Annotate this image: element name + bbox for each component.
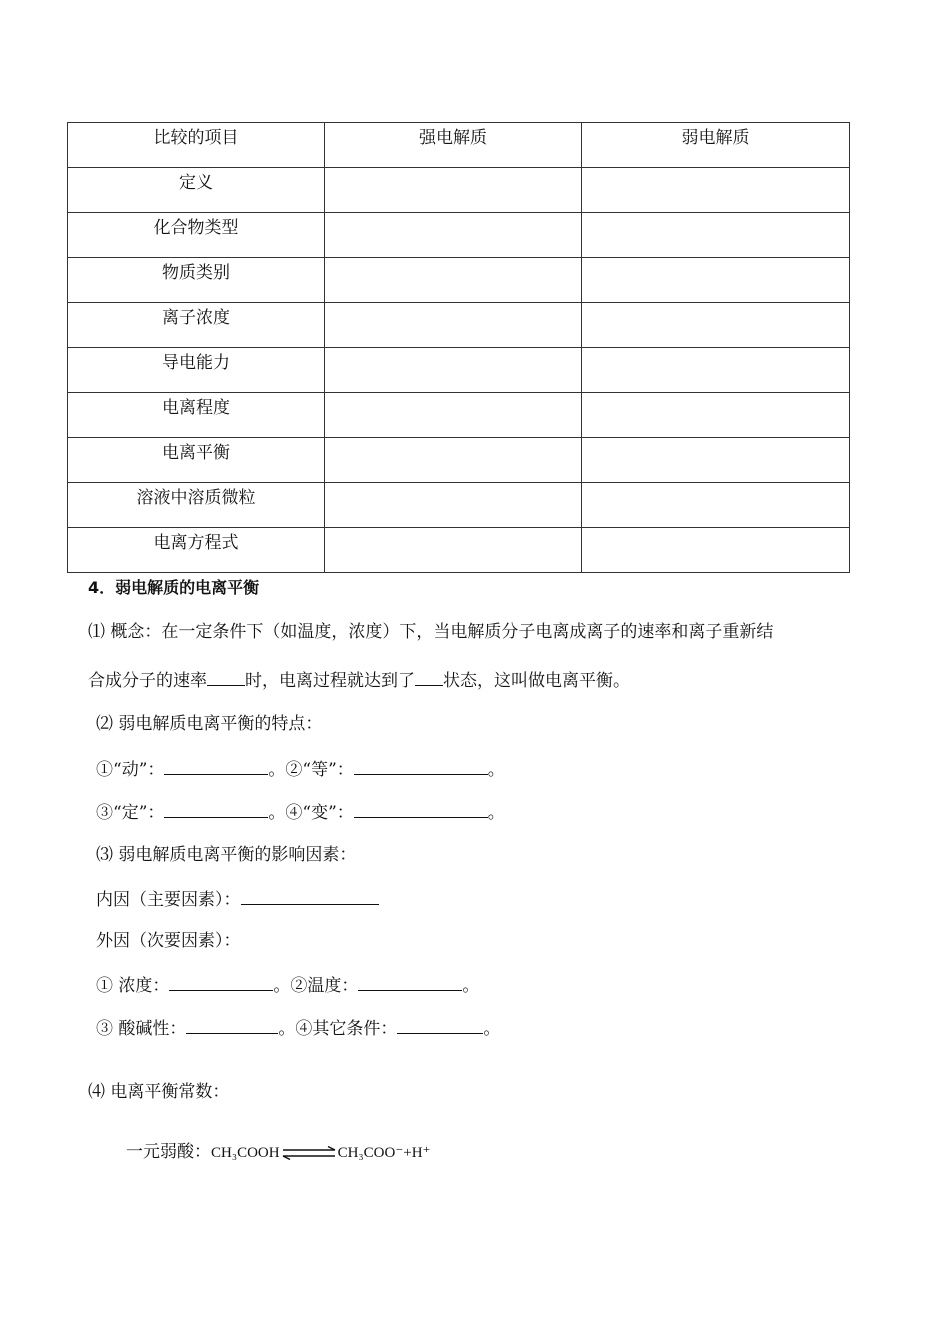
blank-ding[interactable] (164, 799, 268, 818)
strong-cell[interactable] (325, 483, 582, 528)
acidity-label: ③ 酸碱性： (96, 1019, 187, 1039)
reactant-formula: CH₃COOH (211, 1145, 280, 1161)
header-weak: 弱电解质 (582, 123, 850, 168)
blank-rate-equal[interactable] (207, 667, 245, 686)
strong-cell[interactable] (325, 213, 582, 258)
concept-text-c: 状态，这叫做电离平衡。 (443, 671, 630, 691)
weak-cell[interactable] (582, 393, 850, 438)
internal-factor-label: 内因（主要因素）： (96, 890, 241, 910)
weak-acid-equation (126, 1140, 430, 1165)
period: 。 (487, 760, 505, 780)
row-label: 电离方程式 (68, 528, 325, 573)
header-strong: 强电解质 (325, 123, 582, 168)
strong-cell[interactable] (325, 303, 582, 348)
blank-temperature[interactable] (358, 972, 462, 991)
features-title: ⑵ 弱电解质电离平衡的特点： (96, 714, 323, 734)
external-factor-label: 外因（次要因素）： (96, 931, 241, 951)
table-header-row (68, 123, 850, 168)
period: 。 (483, 1019, 501, 1039)
strong-cell[interactable] (325, 393, 582, 438)
table-row (68, 348, 850, 393)
strong-cell[interactable] (325, 258, 582, 303)
weak-cell[interactable] (582, 528, 850, 573)
table-row (68, 303, 850, 348)
period: 。 (462, 976, 480, 996)
row-label: 化合物类型 (68, 213, 325, 258)
feature-deng-label: 。②“等”： (268, 760, 354, 780)
features-line-2 (96, 799, 505, 825)
concentration-label: ① 浓度： (96, 976, 170, 996)
weak-cell[interactable] (582, 483, 850, 528)
internal-factor-line (96, 886, 379, 912)
feature-bian-label: 。④“变”： (268, 803, 354, 823)
weak-cell[interactable] (582, 213, 850, 258)
concept-line-1: ⑴ 概念：在一定条件下（如温度，浓度）下，当电解质分子电离成离子的速率和离子重新结 (88, 622, 774, 642)
concept-line-2 (88, 667, 630, 693)
blank-deng[interactable] (354, 756, 488, 775)
temperature-label: 。②温度： (273, 976, 359, 996)
strong-cell[interactable] (325, 168, 582, 213)
blank-internal-factor[interactable] (241, 886, 379, 905)
other-conditions-label: 。④其它条件： (278, 1019, 398, 1039)
strong-cell[interactable] (325, 528, 582, 573)
table-row (68, 438, 850, 483)
factors-line-2 (96, 1015, 500, 1041)
row-label: 定义 (68, 168, 325, 213)
reversible-arrow-icon (281, 1146, 337, 1160)
table-row (68, 528, 850, 573)
features-line-1 (96, 756, 505, 782)
strong-cell[interactable] (325, 348, 582, 393)
row-label: 溶液中溶质微粒 (68, 483, 325, 528)
factors-title: ⑶ 弱电解质电离平衡的影响因素： (96, 845, 357, 865)
row-label: 电离平衡 (68, 438, 325, 483)
feature-ding-label: ③“定”： (96, 803, 165, 823)
blank-dong[interactable] (164, 756, 268, 775)
table-row (68, 168, 850, 213)
weak-cell[interactable] (582, 303, 850, 348)
table-row (68, 393, 850, 438)
header-item: 比较的项目 (68, 123, 325, 168)
blank-bian[interactable] (354, 799, 488, 818)
weak-cell[interactable] (582, 258, 850, 303)
feature-dong-label: ①“动”： (96, 760, 165, 780)
product-formula: CH₃COO⁻+H⁺ (337, 1145, 431, 1161)
row-label: 电离程度 (68, 393, 325, 438)
row-label: 物质类别 (68, 258, 325, 303)
weak-cell[interactable] (582, 348, 850, 393)
table-row (68, 483, 850, 528)
concept-text-a: 合成分子的速率 (88, 671, 207, 691)
row-label: 导电能力 (68, 348, 325, 393)
weak-cell[interactable] (582, 168, 850, 213)
row-label: 离子浓度 (68, 303, 325, 348)
comparison-table (67, 122, 850, 573)
blank-state[interactable] (415, 667, 443, 686)
section-heading: 4．弱电解质的电离平衡 (88, 578, 260, 597)
weak-cell[interactable] (582, 438, 850, 483)
concept-text-b: 时，电离过程就达到了 (245, 671, 415, 691)
weak-acid-label: 一元弱酸： (126, 1142, 211, 1162)
strong-cell[interactable] (325, 438, 582, 483)
blank-concentration[interactable] (169, 972, 273, 991)
period: 。 (487, 803, 505, 823)
blank-other-conditions[interactable] (397, 1015, 483, 1034)
table-row (68, 213, 850, 258)
table-row (68, 258, 850, 303)
factors-line-1 (96, 972, 479, 998)
blank-acidity[interactable] (186, 1015, 278, 1034)
constant-title: ⑷ 电离平衡常数： (88, 1082, 230, 1102)
